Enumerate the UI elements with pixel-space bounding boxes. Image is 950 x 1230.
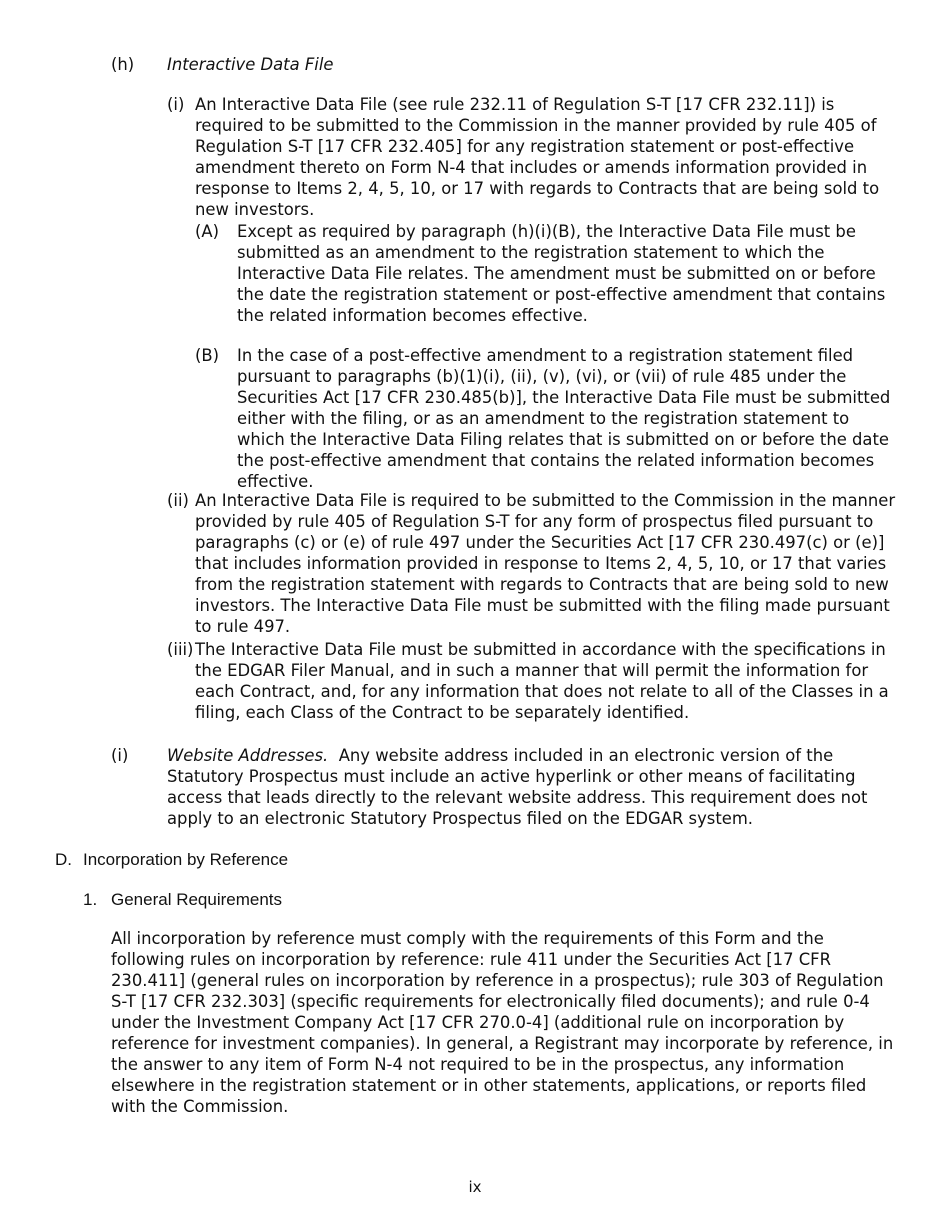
section-i-label: (i): [111, 746, 129, 765]
subsection-1-label: 1.: [83, 890, 98, 909]
section-i-paragraph: [167, 745, 897, 829]
item-h-i-text: An Interactive Data File (see rule 232.11 of Regulation S-T [17 CFR 232.11]) is required to be submitted to the Commission in the manner provided by rule 405 of Regulation S-T [17 CFR 232.405] for any registration statement or post-effective amendment thereto on Form N-4 that includes or amends information provided in response to Items 2, 4, 5, 10, or 17 with regards to Contracts that are being sold to new investors.: [195, 95, 880, 219]
subsection-1-title: General Requirements: [111, 890, 283, 909]
item-h-i-label: (i): [167, 95, 185, 114]
item-h-iii-text: The Interactive Data File must be submitted in accordance with the specifications in the EDGAR Filer Manual, and in such a manner that will permit the information for each Contract, and, for any information that does not relate to all of the Classes in a filing, each Class of the Contract to be separately identified.: [195, 640, 889, 722]
item-h-i-A-label: (A): [195, 222, 220, 241]
section-h-title: Interactive Data File: [167, 55, 334, 74]
item-h-i-B-text: In the case of a post-effective amendment to a registration statement filed pursuant to paragraphs (b)(1)(i), (ii), (v), (vi), or (vii) of rule 485 under the Securities Act [17 CFR 230.485(b)], the Interactive Data File must be submitted either with the filing, or as an amendment to the registration statement to which the Interactive Data Filing relates that is submitted on or before the date the post-effective amendment that contains the related information becomes effective.: [237, 346, 891, 491]
item-h-i-A-text: Except as required by paragraph (h)(i)(B), the Interactive Data File must be submitted as an amendment to the registration statement to which the Interactive Data File relates. The amendment must be submitted on or before the date the registration statement or post-effective amendment that contains the related information becomes effective.: [237, 222, 886, 325]
item-h-ii-text: An Interactive Data File is required to be submitted to the Commission in the manner provided by rule 405 of Regulation S-T for any form of prospectus filed pursuant to paragraphs (c) or (e) of rule 497 under the Securities Act [17 CFR 230.497(c) or (e)] that includes information provided in response to Items 2, 4, 5, 10, or 17 that varies from the registration statement with regards to Contracts that are being sold to new investors. The Interactive Data File must be submitted with the filing made pursuant to rule 497.: [195, 491, 896, 636]
section-d-title: Incorporation by Reference: [83, 850, 289, 869]
page-number: ix: [468, 1178, 482, 1196]
section-i-text: Any website address included in an electronic version of the Statutory Prospectus must include an active hyperlink or other means of facilitating access that leads directly to the relevant website address. This requirement does not apply to an electronic Statutory Prospectus filed on the EDGAR system.: [167, 746, 868, 828]
section-i-title: Website Addresses.: [167, 746, 329, 765]
subsection-1-text: All incorporation by reference must comply with the requirements of this Form and the following rules on incorporation by reference: rule 411 under the Securities Act [17 CFR 230.411] (general rules on incorporation by reference in a prospectus); rule 303 of Regulation S-T [17 CFR 232.303] (specific requirements for electronically filed documents); and rule 0-4 under the Investment Company Act [17 CFR 270.0-4] (additional rule on incorporation by reference for investment companies). In general, a Registrant may incorporate by reference, in the answer to any item of Form N-4 not required to be in the prospectus, any information elsewhere in the registration statement or in other statements, applications, or reports filed with the Commission.: [111, 929, 894, 1116]
item-h-i-B-label: (B): [195, 346, 220, 365]
section-d-label: D.: [55, 850, 72, 869]
item-h-ii-label: (ii): [167, 491, 189, 510]
section-h-label: (h): [111, 55, 135, 74]
item-h-iii-label: (iii): [167, 640, 194, 659]
